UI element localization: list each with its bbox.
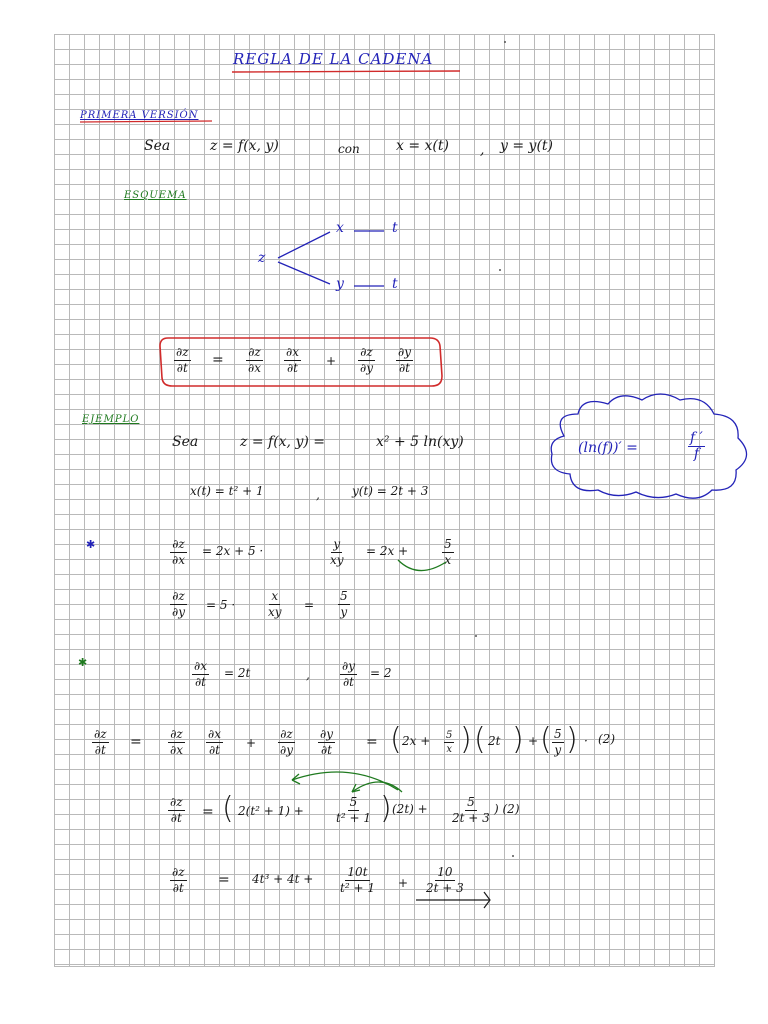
formula-lhs: $\frac{\partial z}{\partial t}$	[176, 345, 189, 375]
subst-fraction-2: $\frac{5}{2t + 3}$	[452, 795, 490, 825]
chain-dz-dx: $\frac{\partial z}{\partial x}$	[170, 727, 183, 757]
chain-term2-mult: ·	[584, 734, 588, 748]
example-z: z = f(x, y) =	[240, 434, 325, 450]
dz-dx-fraction: $\frac{y}{xy}$	[330, 537, 344, 567]
chain-paren-open-3: (	[540, 722, 552, 757]
dz-dy-fraction: $\frac{x}{xy}$	[268, 589, 282, 619]
dy-dt-label: $\frac{\partial y}{\partial t}$	[342, 659, 355, 689]
chain-paren-close-2: )	[512, 722, 524, 757]
subst-equals: =	[202, 804, 214, 820]
section-example: EJEMPLO	[82, 414, 140, 425]
final-fraction-1: $\frac{10t}{\text{t² + 1}}$	[340, 865, 375, 895]
chain-lhs: $\frac{\partial z}{\partial t}$	[94, 727, 107, 757]
tree-branch-x: x	[336, 220, 344, 236]
tree-branch-y: y	[336, 276, 344, 292]
formula-dz-dy: $\frac{\partial z}{\partial y}$	[360, 345, 373, 375]
final-equals: =	[218, 872, 230, 888]
subst-paren-open: (	[222, 791, 234, 826]
tree-leaf-x-t: t	[392, 220, 398, 236]
chain-term1-fraction: $\frac{5}{x}$	[446, 730, 453, 755]
subst-part3: ) (2)	[494, 802, 520, 816]
chain-equals: =	[130, 734, 142, 750]
subst-fraction-1: $\frac{5}{\text{t² + 1}}$	[336, 795, 371, 825]
definition-con: con	[338, 142, 360, 156]
example-rhs: x² + 5 ln(xy)	[376, 434, 464, 450]
tree-root-z: z	[258, 250, 266, 266]
definition-x: x = x(t)	[396, 138, 449, 154]
chain-paren-close: )	[460, 722, 472, 757]
dz-dx-simplified: = 2x +	[366, 544, 409, 558]
subst-part1: 2(t² + 1) +	[238, 804, 304, 818]
example-sea: Sea	[172, 434, 199, 450]
dz-dy-simplified-fraction: $\frac{5}{y}$	[340, 589, 348, 619]
dz-dy-label: $\frac{\partial z}{\partial y}$	[172, 589, 185, 619]
dz-dx-label: $\frac{\partial z}{\partial x}$	[172, 537, 185, 567]
bullet-star-icon: ✱	[78, 656, 88, 669]
subst-paren-close: )	[380, 791, 392, 826]
final-lhs: $\frac{\partial z}{\partial t}$	[172, 865, 185, 895]
dx-dt-label: $\frac{\partial x}{\partial t}$	[194, 659, 207, 689]
chain-term2-fraction: $\frac{5}{y}$	[554, 727, 562, 757]
final-fraction-2: $\frac{10}{2t + 3}$	[426, 865, 464, 895]
subst-part2: (2t) +	[392, 802, 428, 816]
partials-comma: ,	[306, 668, 310, 682]
definition-z: z = f(x, y)	[210, 138, 279, 154]
chain-paren-open-2: (	[474, 722, 486, 757]
definition-comma: ,	[480, 142, 485, 158]
chain-dy-dt: $\frac{\partial y}{\partial t}$	[320, 727, 333, 757]
formula-dz-dx: $\frac{\partial z}{\partial x}$	[248, 345, 261, 375]
final-plus: +	[398, 876, 409, 890]
chain-paren-open: (	[390, 722, 402, 757]
chain-plus: +	[246, 736, 257, 750]
tree-leaf-y-t: t	[392, 276, 398, 292]
chain-paren-close-3: )	[566, 722, 578, 757]
section-first-version: PRIMERA VERSIÓN	[80, 110, 199, 121]
dz-dx-rhs: = 2x + 5 ·	[202, 544, 264, 558]
definition-sea: Sea	[144, 138, 171, 154]
example-comma: ,	[316, 488, 320, 502]
cloud-note-lhs: (ln(f))′ =	[578, 440, 638, 456]
dz-dx-simplified-fraction: $\frac{5}{x}$	[444, 537, 452, 567]
example-y-t: y(t) = 2t + 3	[352, 484, 429, 498]
bullet-star-icon: ✱	[86, 538, 96, 551]
section-scheme: ESQUEMA	[124, 190, 187, 201]
formula-dx-dt: $\frac{\partial x}{\partial t}$	[286, 345, 299, 375]
chain-dx-dt: $\frac{\partial x}{\partial t}$	[208, 727, 221, 757]
final-poly: 4t³ + 4t +	[252, 872, 314, 886]
chain-plus-2: +	[528, 734, 539, 748]
cloud-note-fraction: $\frac{f '}{f}$	[690, 430, 703, 462]
chain-term1: 2x +	[402, 734, 431, 748]
example-x-t: x(t) = t² + 1	[190, 484, 264, 498]
definition-y: y = y(t)	[500, 138, 553, 154]
dz-dy-simplified: =	[304, 598, 315, 612]
formula-plus: +	[326, 354, 337, 368]
formula-equals: =	[212, 352, 224, 368]
dz-dy-rhs: = 5 ·	[206, 598, 236, 612]
chain-equals-2: =	[366, 734, 378, 750]
dx-dt-rhs: = 2t	[224, 666, 251, 680]
chain-dz-dy: $\frac{\partial z}{\partial y}$	[280, 727, 293, 757]
page-title: REGLA DE LA CADENA	[233, 50, 434, 68]
chain-term1-b: 2t	[488, 734, 501, 748]
dy-dt-rhs: = 2	[370, 666, 392, 680]
formula-dy-dt: $\frac{\partial y}{\partial t}$	[398, 345, 411, 375]
grid-paper	[54, 34, 715, 967]
chain-term2-b: (2)	[598, 732, 615, 746]
subst-lhs: $\frac{\partial z}{\partial t}$	[170, 795, 183, 825]
